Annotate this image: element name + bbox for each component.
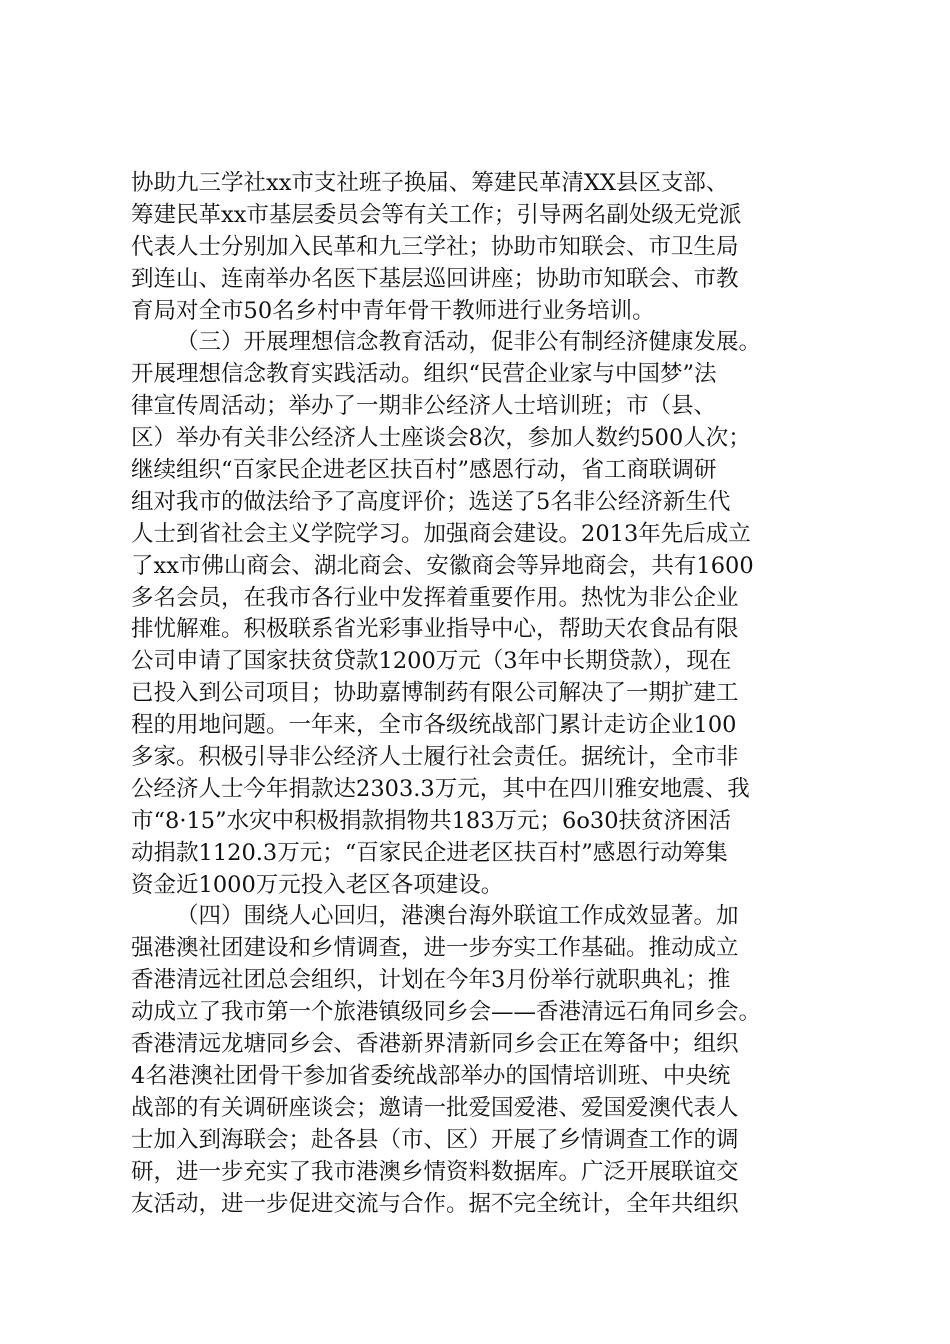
text-line: 资金近1000万元投入老区各项建设。 xyxy=(131,871,504,898)
text-line: 公司申请了国家扶贫贷款1200万元（3年中长期贷款），现在 xyxy=(131,648,732,675)
text-line: 组对我市的做法给予了高度评价；选送了5名非公经济新生代 xyxy=(131,488,731,515)
text-line: 代表人士分别加入民革和九三学社；协助市知联会、市卫生局 xyxy=(131,233,739,260)
text-line: 强港澳社团建设和乡情调查，进一步夯实工作基础。推动成立 xyxy=(131,935,739,962)
text-line: 香港清远社团总会组织，计划在今年3月份举行就职典礼；推 xyxy=(131,967,731,994)
text-line: 士加入到海联会；赴各县（市、区）开展了乡情调查工作的调 xyxy=(131,1126,739,1153)
text-line: 香港清远龙塘同乡会、香港新界清新同乡会正在筹备中；组织 xyxy=(131,1031,739,1058)
text-line: 已投入到公司项目；协助嘉博制药有限公司解决了一期扩建工 xyxy=(131,680,739,707)
text-line: 多名会员，在我市各行业中发挥着重要作用。热忱为非公企业 xyxy=(131,584,739,611)
text-line: 友活动，进一步促进交流与合作。据不完全统计，全年共组织 xyxy=(131,1190,739,1217)
text-line: 区）举办有关非公经济人士座谈会8次，参加人数约500人次； xyxy=(131,425,751,452)
paragraph-heading-line: （四）围绕人心回归，港澳台海外联谊工作成效显著。加 xyxy=(176,903,739,930)
text-line: 律宣传周活动；举办了一期非公经济人士培训班；市（县、 xyxy=(131,393,717,420)
text-line: 公经济人士今年捐款达2303.3万元，其中在四川雅安地震、我 xyxy=(131,775,750,802)
text-line: 多家。积极引导非公经济人士履行社会责任。据统计，全市非 xyxy=(131,744,739,771)
text-line: 人士到省社会主义学院学习。加强商会建设。2013年先后成立 xyxy=(131,520,751,547)
paragraph-heading-line: （三）开展理想信念教育活动，促非公有制经济健康发展。 xyxy=(176,329,762,356)
text-line: 战部的有关调研座谈会；邀请一批爱国爱港、爱国爱澳代表人 xyxy=(131,1094,739,1121)
text-line: 到连山、连南举办名医下基层巡回讲座；协助市知联会、市教 xyxy=(131,265,739,292)
text-line: 协助九三学社xx市支社班子换届、筹建民革清XX县区支部、 xyxy=(131,170,729,196)
text-line: 研，进一步充实了我市港澳乡情资料数据库。广泛开展联谊交 xyxy=(131,1158,739,1185)
text-line: 排忧解难。积极联系省光彩事业指导中心，帮助天农食品有限 xyxy=(131,616,739,643)
text-line: 继续组织“百家民企进老区扶百村”感恩行动，省工商联调研 xyxy=(131,457,717,484)
text-line: 动成立了我市第一个旅港镇级同乡会——香港清远石角同乡会。 xyxy=(131,999,762,1026)
text-line: 了xx市佛山商会、湖北商会、安徽商会等异地商会，共有1600 xyxy=(131,552,754,579)
text-line: 开展理想信念教育实践活动。组织“民营企业家与中国梦”法 xyxy=(131,361,717,388)
text-line: 4名港澳社团骨干参加省委统战部举办的国情培训班、中央统 xyxy=(131,1062,731,1089)
document-body xyxy=(131,168,841,1220)
text-line: 动捐款1120.3万元；“百家民企进老区扶百村”感恩行动筹集 xyxy=(131,839,728,866)
text-line: 程的用地问题。一年来，全市各级统战部门累计走访企业100 xyxy=(131,712,737,739)
text-line: 市“8·15”水灾中积极捐款捐物共183万元；6o30扶贫济困活 xyxy=(131,807,732,834)
text-line: 育局对全市50名乡村中青年骨干教师进行业务培训。 xyxy=(131,297,655,324)
text-line: 筹建民革xx市基层委员会等有关工作；引导两名副处级无党派 xyxy=(131,201,742,228)
